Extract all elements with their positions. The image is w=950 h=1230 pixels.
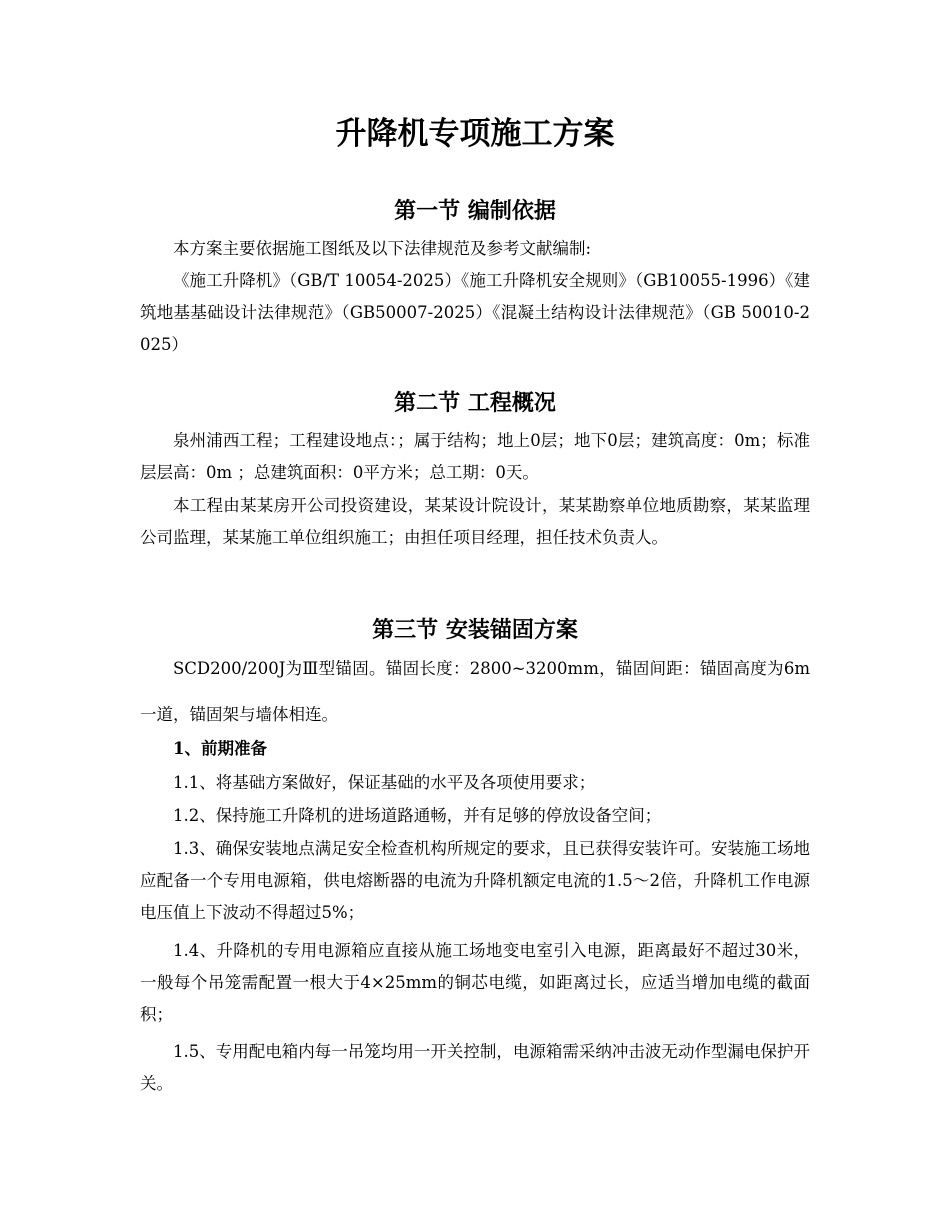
list-item-1-4: 1.4、升降机的专用电源箱应直接从施工场地变电室引入电源，距离最好不超过30米，一般每个吊笼需配置一根大于4×25mm的铜芯电缆，如距离过长，应适当增加电缆的截面积； [140, 941, 810, 1024]
section-1-paragraph-1: 本方案主要依据施工图纸及以下法律规范及参考文献编制: [173, 239, 592, 258]
section-2-paragraph-1: 泉州浦西工程；工程建设地点：；属于结构；地上0层；地下0层；建筑高度：0m；标准层层高：0m ；总建筑面积：0平方米；总工期：0天。 [140, 431, 810, 482]
document-title: 升降机专项施工方案 [335, 116, 615, 152]
section-2-heading: 第二节 工程概况 [394, 390, 556, 416]
section-1-heading: 第一节 编制依据 [394, 198, 556, 224]
list-item-1-5: 1.5、专用配电箱内每一吊笼均用一开关控制，电源箱需采纳冲击波无动作型漏电保护开关。 [140, 1042, 810, 1093]
list-item-1-2: 1.2、保持施工升降机的进场道路通畅，并有足够的停放设备空间； [173, 806, 662, 825]
section-3-heading: 第三节 安装锚固方案 [372, 617, 578, 643]
list-item-1-3: 1.3、确保安装地点满足安全检查机构所规定的要求，且已获得安装许可。安装施工场地应配备一个专用电源箱，供电熔断器的电流为升降机额定电流的1.5～2倍，升降机工作电源电压值上下波动不得超过5%； [140, 839, 810, 922]
section-2-paragraph-2: 本工程由某某房开公司投资建设，某某设计院设计，某某勘察单位地质勘察，某某监理公司监理，某某施工单位组织施工；由担任项目经理，担任技术负责人。 [140, 496, 810, 547]
list-item-1-1: 1.1、将基础方案做好，保证基础的水平及各项使用要求； [173, 773, 596, 792]
section-3-paragraph-1: SCD200/200J为Ⅲ型锚固。锚固长度：2800~3200mm，锚固间距：锚固高度为6m一道，锚固架与墙体相连。 [140, 659, 810, 724]
sub-heading-preparation: 1、前期准备 [173, 739, 267, 758]
section-1-paragraph-2: 《施工升降机》（GB/T 10054-2025）《施工升降机安全规则》（GB10055-1996）《建筑地基基础设计法律规范》（GB50007-2025）《混凝土结构设计法律规范》（GB 50010-2025） [140, 271, 810, 354]
